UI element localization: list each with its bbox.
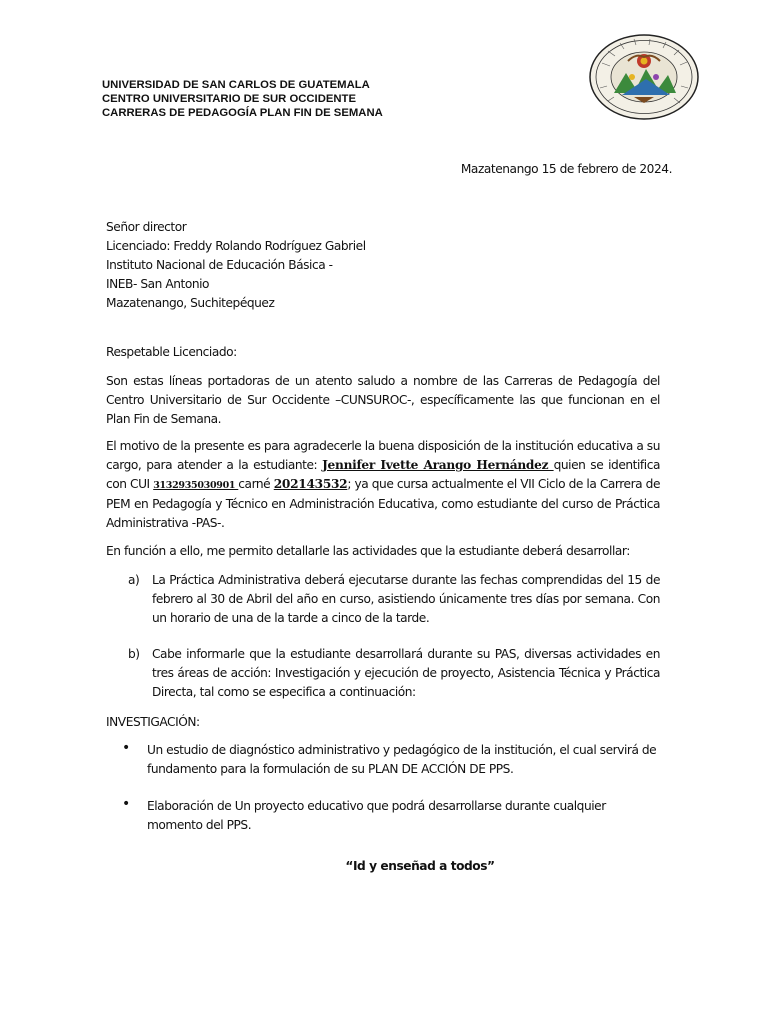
student-carne: 202143532 xyxy=(273,477,348,491)
recipient-title: Señor director xyxy=(106,220,187,234)
recipient-block xyxy=(106,218,366,313)
list-marker: a) xyxy=(128,573,140,587)
section-heading: INVESTIGACIÓN: xyxy=(106,715,200,729)
list-item: La Práctica Administrativa deberá ejecutarse durante las fechas comprendidas del 15 de febrero al 30 de Abril del año en curso, asistiendo únicamente tres días por semana. Con un horario de una de la tarde a cinco de la tarde. xyxy=(152,573,660,625)
bullet-icon: • xyxy=(122,740,130,756)
student-name: Jennifer Ivette Arango Hernández xyxy=(322,458,554,472)
paragraph-purpose xyxy=(106,437,660,533)
motto: “Id y enseñad a todos” xyxy=(345,859,495,873)
student-cui: 3132935030901 xyxy=(153,480,239,491)
recipient-city: Mazatenango, Suchitepéquez xyxy=(106,296,275,310)
list-item: Cabe informarle que la estudiante desarrollará durante su PAS, diversas actividades en tres áreas de acción: Investigación y ejecución de proyecto, Asistencia Técnica y Práctica Directa, tal como se especifica a continuación: xyxy=(152,647,660,699)
list-marker: b) xyxy=(128,647,140,661)
university-seal-icon xyxy=(588,33,700,121)
paragraph-activities-intro: En función a ello, me permito detallarle las actividades que la estudiante deberá desarrollar: xyxy=(106,544,630,558)
letterhead xyxy=(102,78,383,121)
paragraph-intro: Son estas líneas portadoras de un atento saludo a nombre de las Carreras de Pedagogía del Centro Universitario de Sur Occidente –CUNSUROC-, específicamente las que funcionan en el Plan Fin de Semana. xyxy=(106,374,660,426)
paragraph-purpose-text: ; ya que cursa actualmente el VII Ciclo de la Carrera de PEM en Pedagogía y Técnico en Administración Educativa, como estudiante del curso de Práctica Administrativa -PAS-. xyxy=(106,477,661,530)
bullet-icon: • xyxy=(122,796,130,812)
bullet-item: Un estudio de diagnóstico administrativo y pedagógico de la institución, el cual servirá de fundamento para la formulación de su PLAN DE ACCIÓN DE PPS. xyxy=(147,743,657,776)
bullet-item: Elaboración de Un proyecto educativo que podrá desarrollarse durante cualquier momento del PPS. xyxy=(147,799,606,832)
letterhead-university: UNIVERSIDAD DE SAN CARLOS DE GUATEMALA xyxy=(102,79,370,91)
recipient-institution: Instituto Nacional de Educación Básica - xyxy=(106,258,333,272)
letter-date: Mazatenango 15 de febrero de 2024. xyxy=(460,162,672,176)
salutation: Respetable Licenciado: xyxy=(106,345,237,359)
paragraph-purpose-text: quien se identifica con CUI xyxy=(106,458,660,491)
recipient-school: INEB- San Antonio xyxy=(106,277,210,291)
paragraph-purpose-text: carné xyxy=(238,477,274,491)
letterhead-center: CENTRO UNIVERSITARIO DE SUR OCCIDENTE xyxy=(102,93,356,106)
letterhead-program: CARRERAS DE PEDAGOGÍA PLAN FIN DE SEMANA xyxy=(102,107,383,120)
paragraph-purpose-text: El motivo de la presente es para agradecerle la buena disposición de la institución educativa a su cargo, para atender a la estudiante: xyxy=(106,439,660,472)
recipient-name: Licenciado: Freddy Rolando Rodríguez Gabriel xyxy=(106,239,366,253)
